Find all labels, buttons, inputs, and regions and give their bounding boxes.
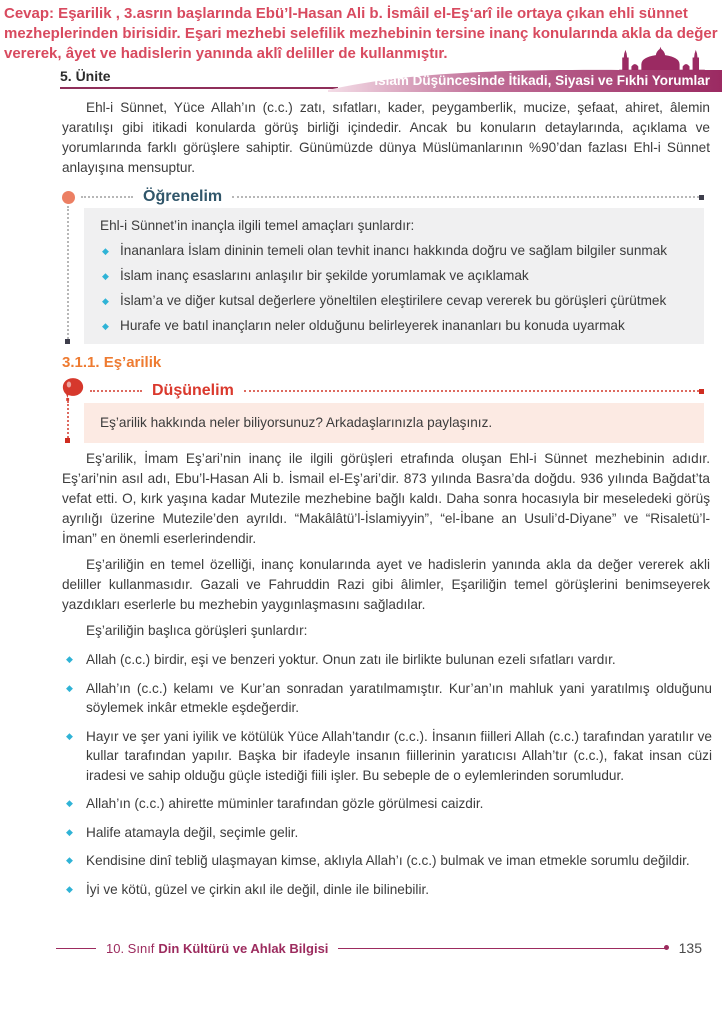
ogrenelim-intro: Ehl-i Sünnet’in inançla ilgili temel amaçları şunlardır:: [100, 218, 415, 233]
intro-paragraph: Ehl-i Sünnet, Yüce Allah’ın (c.c.) zatı, sıfatları, kader, peygamberlik, mucize, şefaat, ahiret, âlemin yaratılışı gibi itikadi konularda görüş birliği içindedir. Ancak bu konuların detaylarında, açıklama ve yorumlarında farklı görüşlere sahiptir. Günümüzde dünya Müslümanlarının %90’dan fazlası Ehl-i Sünnet anlayışına mensuptur.: [62, 100, 710, 175]
unit-label: 5. Ünite: [60, 68, 338, 89]
list-item: [62, 880, 712, 900]
diamond-bullet-icon: ◆: [66, 855, 73, 865]
list-item-text: Hayır ve şer yani iyilik ve kötülük Yüce Allah’tandır (c.c.). İnsanın fiilleri Allah (c.c.) tarafından yaratılır ve kullar tarafından yapılır. Başka bir ifadeyle insanın fiillerinin yaratıcısı Allah’tır (c.c.), fakat insan cüzi iradesi ve sahip olduğu güçle istediği fiili işler. Bu sebeple de o eylemlerinden sorumludur.: [86, 728, 712, 783]
page-number: 135: [678, 940, 702, 956]
list-item: [62, 794, 712, 814]
views-list: [62, 650, 712, 899]
body-paragraph: Eş’ariliğin en temel özelliği, inanç konularında ayet ve hadislerin yanında akla da değer vererek akli deliller kullanmasıdır. Gazali ve Fahruddin Razi gibi âlimler, Eşariliğin temel görüşlerini benimseyerek yazdıkları eserlerle bu mezhebin yaygınlaşmasını sağladılar.: [62, 557, 710, 612]
list-item: [62, 823, 712, 843]
list-item: [62, 727, 712, 786]
dotted-guide-line: [67, 401, 69, 441]
ogrenelim-title: Öğrenelim: [143, 188, 223, 205]
dotted-line: [232, 196, 699, 198]
dusunelim-header: [62, 381, 704, 401]
end-square-icon: [65, 438, 70, 443]
diamond-bullet-icon: ◆: [66, 798, 73, 808]
views-intro: Eş’ariliğin başlıca görüşleri şunlardır:: [86, 623, 308, 638]
list-item: [62, 679, 712, 718]
ogrenelim-header: [62, 188, 704, 206]
diamond-bullet-icon: ◆: [66, 730, 73, 741]
diamond-bullet-icon: ◆: [66, 682, 73, 693]
diamond-bullet-icon: ◆: [102, 296, 109, 306]
ogrenelim-content: [84, 208, 704, 344]
dotted-line: [81, 196, 133, 198]
list-item-text: İnananlara İslam dininin temeli olan tevhit inancı hakkında doğru ve sağlam bilgiler sunmak: [120, 243, 668, 258]
list-item: [100, 316, 690, 336]
list-item-text: İyi ve kötü, güzel ve çirkin akıl ile değil, dinle ile bilinebilir.: [86, 881, 430, 897]
dusunelim-box: [62, 381, 704, 443]
page-header: [0, 66, 726, 92]
list-item-text: Allah’ın (c.c.) kelamı ve Kur’an sonradan yaratılmamıştır. Kur’an’ın mahluk yani yaratılmış olduğunu söylemek inkâr etmekle eşdeğerdir.: [86, 680, 712, 715]
list-item-text: Allah (c.c.) birdir, eşi ve benzeri yoktur. Onun zatı ile birlikte bulunan ezeli sıfatları vardır.: [86, 652, 616, 667]
book-name: Din Kültürü ve Ahlak Bilgisi: [158, 940, 329, 956]
banner-title: İslam Düşüncesinde İtikadi, Siyasi ve Fıkhi Yorumlar: [374, 73, 710, 88]
thought-balloon-icon: [62, 377, 84, 401]
diamond-bullet-icon: ◆: [66, 826, 73, 837]
diamond-bullet-icon: ◆: [66, 654, 73, 664]
end-square-icon: [699, 389, 704, 394]
list-item: [100, 291, 690, 311]
diamond-bullet-icon: ◆: [66, 883, 73, 894]
list-item: [100, 266, 690, 286]
list-item-text: Halife atamayla değil, seçimle gelir.: [86, 824, 299, 840]
diamond-bullet-icon: ◆: [102, 321, 109, 331]
dotted-line: [90, 390, 142, 392]
list-item-text: İslam inanç esaslarını anlaşılır bir şekilde yorumlamak ve açıklamak: [120, 268, 529, 283]
unit-banner: [328, 66, 722, 92]
end-square-icon: [65, 339, 70, 344]
dusunelim-title: Düşünelim: [152, 382, 234, 399]
list-item-text: Hurafe ve batıl inançların neler olduğunu belirleyerek inananları bu konuda uyarmak: [120, 318, 625, 333]
list-item: [100, 241, 690, 261]
list-item: [62, 650, 712, 670]
diamond-bullet-icon: ◆: [102, 271, 109, 281]
page-footer: [0, 940, 726, 956]
list-item-text: İslam’a ve diğer kutsal değerlere yöneltilen eleştirilere cevap vererek bu görüşleri çürütmek: [120, 293, 667, 308]
book-title: [106, 941, 328, 956]
dotted-line: [244, 390, 699, 392]
dusunelim-content: Eş’arilik hakkında neler biliyorsunuz? Arkadaşlarınızla paylaşınız.: [84, 403, 704, 443]
ogrenelim-box: [62, 188, 704, 344]
diamond-bullet-icon: ◆: [102, 246, 109, 256]
body-paragraph: Eş’arilik, İmam Eş’ari’nin inanç ile ilgili görüşleri etrafında oluşan Ehl-i Sünnet mezhebinin adıdır. Eş’ari’nin asıl adı, Ebu’l-Hasan Ali b. İsmail el-Eş’ari’dir. 873 yılında Basra’da doğdu. 936 yılında Bağdat’ta vefat etti. O, kırk yaşına kadar Mutezile mezhebine bağlı kaldı. Daha sonra hocasıyla bir meseledeki görüş ayrılığı üzerine Mutezile’den ayrıldı. “Makâlâtü’l-İslamiyyin”, “el-İbane an Usuli’d-Diyane” ve “Risaletü’l-İman” en önemli eserlerindendir.: [62, 451, 710, 546]
list-item-text: Kendisine dinî tebliğ ulaşmayan kimse, aklıyla Allah’ı (c.c.) bulmak ve iman etmekle sorumlu değildir.: [86, 853, 690, 868]
dotted-guide-line: [67, 206, 69, 342]
answer-text: Cevap: Eşarilik , 3.asrın başlarında Ebü’l-Hasan Ali b. İsmâil el-Eş‘arî ile ortaya çıkan ehli sünnet mezheplerinden birisidir. Eşari mezhebi selefilik mezhebinin tersine inanç konularında akla da değer vererek, âyet ve hadislerin yanında aklî deliller de kullanmıştır.: [4, 5, 718, 62]
orange-dot-icon: [62, 191, 75, 204]
section-heading: 3.1.1. Eş’arilik: [62, 354, 162, 371]
footer-rule: [338, 948, 666, 949]
list-item: [62, 851, 712, 871]
list-item-text: Allah’ın (c.c.) ahirette müminler tarafından gözle görülmesi caizdir.: [86, 796, 484, 811]
footer-rule: [56, 948, 96, 949]
end-square-icon: [699, 195, 704, 200]
book-grade: 10. Sınıf: [106, 940, 155, 956]
